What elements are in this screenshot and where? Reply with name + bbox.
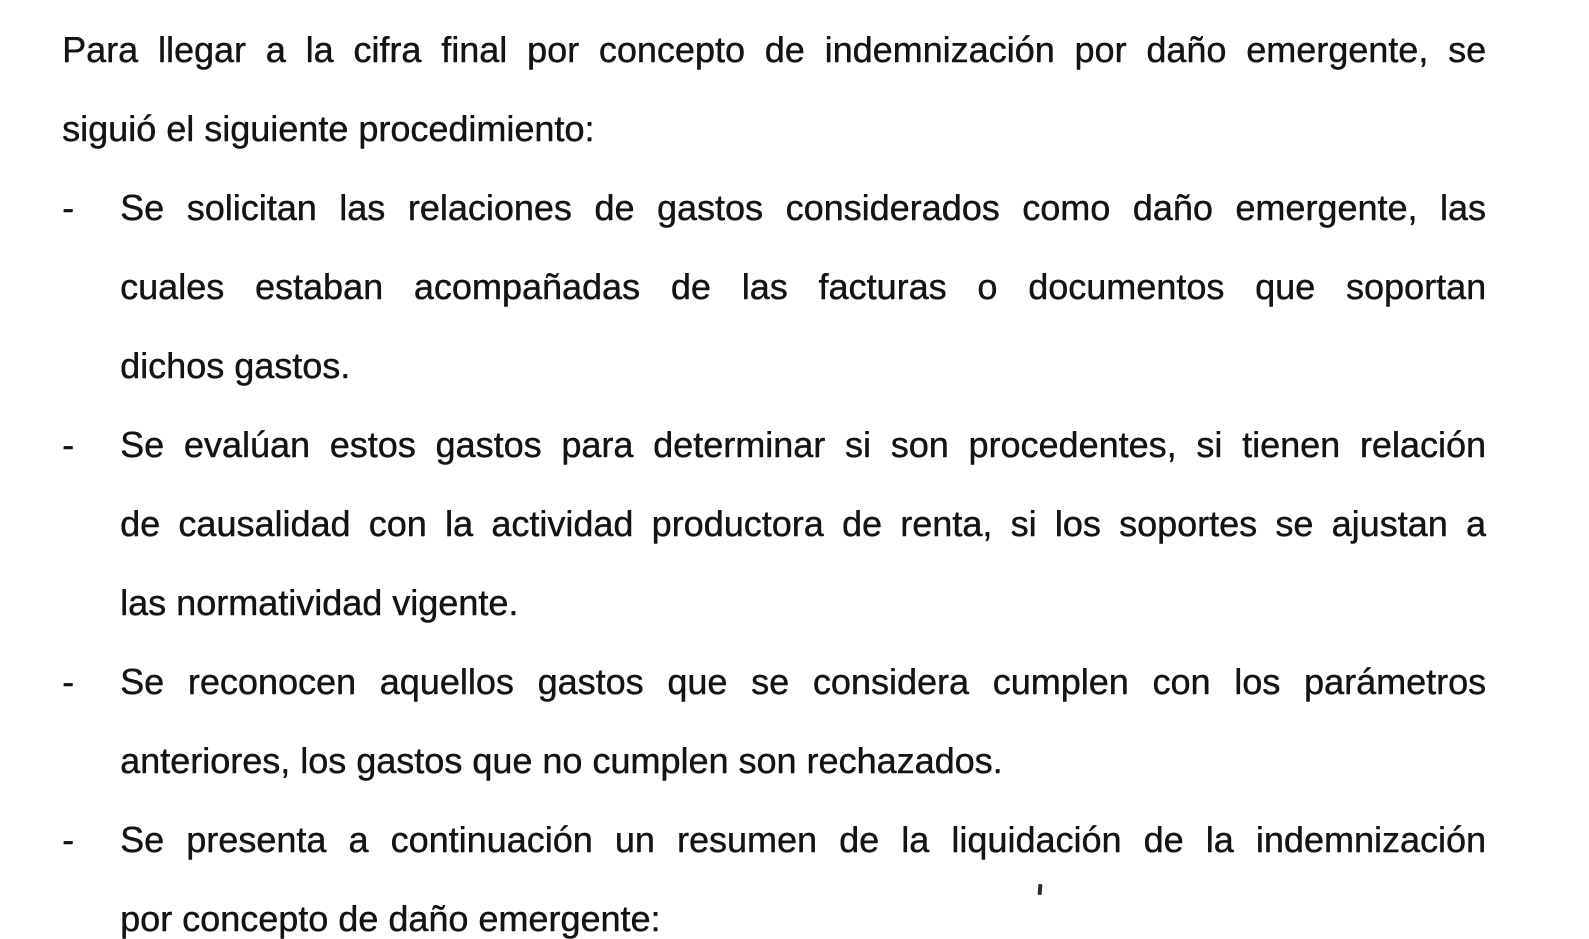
word: indemnización: [824, 29, 1055, 70]
bullet-item: [62, 642, 1486, 800]
word: indemnización: [1255, 819, 1486, 860]
word: emergente,: [1246, 29, 1429, 70]
bullet-line: [120, 800, 1486, 879]
word: Para: [62, 29, 139, 70]
word: que: [1255, 266, 1316, 307]
word: liquidación: [951, 819, 1122, 860]
word: actividad: [491, 503, 634, 544]
word: tienen: [1241, 424, 1341, 465]
word: como: [1022, 187, 1111, 228]
bullet-line: [120, 484, 1486, 563]
word: presenta: [186, 819, 327, 860]
word: cumplen: [992, 661, 1129, 702]
bullet-line: [120, 642, 1486, 721]
intro-line: [62, 10, 1486, 89]
bullet-line: [120, 405, 1486, 484]
word: por: [526, 29, 579, 70]
bullet-lines: [120, 642, 1486, 800]
word: causalidad: [178, 503, 351, 544]
word: estaban: [254, 266, 383, 307]
word: considerados: [785, 187, 1000, 228]
bullet-line: anteriores, los gastos que no cumplen son rechazados.: [120, 740, 1003, 781]
bullet-lines: [120, 168, 1486, 405]
word: estos: [329, 424, 416, 465]
word: de: [670, 266, 711, 307]
bullet-item: [62, 405, 1486, 642]
word: los: [1054, 503, 1101, 544]
ink-speck: [1038, 884, 1043, 895]
bullet-lines: [120, 800, 1486, 939]
word: continuación: [390, 819, 593, 860]
bullet-dash: -: [62, 424, 75, 465]
word: la: [444, 503, 473, 544]
word: a: [348, 819, 369, 860]
word: las: [741, 266, 788, 307]
word: las: [339, 187, 386, 228]
word: son: [890, 424, 949, 465]
word: relación: [1359, 424, 1486, 465]
bullet-dash: -: [62, 819, 75, 860]
bullet-line: por concepto de daño emergente:: [120, 898, 661, 939]
word: final: [441, 29, 508, 70]
bullet-lines: [120, 405, 1486, 642]
word: facturas: [818, 266, 947, 307]
word: renta,: [900, 503, 993, 544]
intro-paragraph: [62, 10, 1486, 168]
word: gastos: [656, 187, 763, 228]
word: soportes: [1118, 503, 1258, 544]
word: se: [751, 661, 790, 702]
word: considera: [812, 661, 969, 702]
word: solicitan: [186, 187, 317, 228]
bullet-dash: -: [62, 661, 75, 702]
word: de: [120, 503, 161, 544]
word: si: [844, 424, 871, 465]
word: gastos: [537, 661, 644, 702]
word: evalúan: [183, 424, 310, 465]
word: un: [614, 819, 655, 860]
bullet-dash: -: [62, 187, 75, 228]
bullet-line: [120, 247, 1486, 326]
word: la: [305, 29, 334, 70]
bullet-line: las normatividad vigente.: [120, 582, 519, 623]
word: para: [561, 424, 634, 465]
word: que: [667, 661, 728, 702]
word: por: [1074, 29, 1127, 70]
word: llegar: [157, 29, 246, 70]
word: aquellos: [379, 661, 514, 702]
word: con: [368, 503, 427, 544]
word: la: [901, 819, 930, 860]
intro-line: siguió el siguiente procedimiento:: [62, 108, 595, 149]
word: con: [1152, 661, 1211, 702]
word: o: [977, 266, 998, 307]
word: Se: [120, 661, 165, 702]
word: de: [594, 187, 635, 228]
word: Se: [120, 819, 165, 860]
word: concepto: [598, 29, 745, 70]
word: documentos: [1028, 266, 1225, 307]
word: la: [1205, 819, 1234, 860]
word: Se: [120, 187, 165, 228]
word: de: [841, 503, 882, 544]
word: relaciones: [407, 187, 572, 228]
word: ajustan: [1331, 503, 1448, 544]
word: emergente,: [1235, 187, 1418, 228]
word: daño: [1146, 29, 1227, 70]
bullet-item: [62, 168, 1486, 405]
word: cuales: [120, 266, 225, 307]
word: procedentes,: [968, 424, 1177, 465]
word: Se: [120, 424, 165, 465]
word: a: [1465, 503, 1486, 544]
bullet-list: [62, 168, 1486, 939]
word: se: [1275, 503, 1314, 544]
bullet-line: [120, 168, 1486, 247]
word: productora: [651, 503, 824, 544]
word: si: [1010, 503, 1037, 544]
word: daño: [1132, 187, 1213, 228]
word: acompañadas: [413, 266, 640, 307]
word: gastos: [435, 424, 542, 465]
bullet-line: dichos gastos.: [120, 345, 351, 386]
word: si: [1196, 424, 1223, 465]
word: de: [1143, 819, 1184, 860]
word: determinar: [653, 424, 826, 465]
word: resumen: [676, 819, 817, 860]
word: se: [1447, 29, 1486, 70]
text-block: [62, 10, 1486, 939]
word: soportan: [1345, 266, 1486, 307]
word: los: [1234, 661, 1281, 702]
word: de: [764, 29, 805, 70]
word: cifra: [353, 29, 422, 70]
word: las: [1439, 187, 1486, 228]
bullet-item: [62, 800, 1486, 939]
word: a: [265, 29, 286, 70]
word: parámetros: [1303, 661, 1486, 702]
word: de: [839, 819, 880, 860]
word: reconocen: [187, 661, 356, 702]
